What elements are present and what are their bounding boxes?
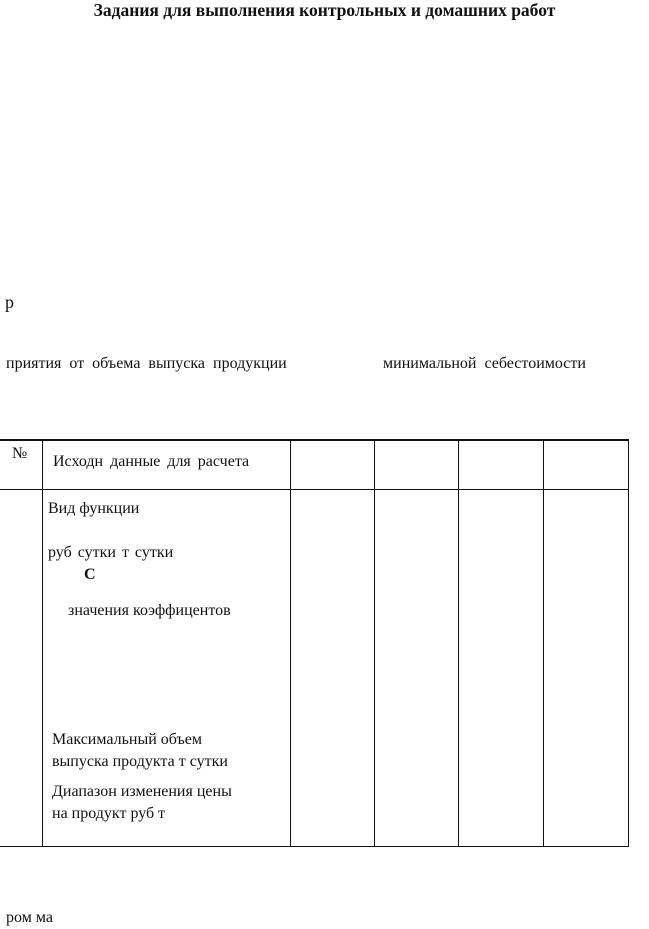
table-column-divider <box>42 439 43 847</box>
table-bottom-border <box>0 846 629 847</box>
initial-data-table <box>0 439 629 847</box>
text-fragment-p: р <box>5 292 14 312</box>
row-function-type: Вид функции <box>48 500 140 517</box>
sentence-left: приятия от объема выпуска продукции <box>6 355 287 372</box>
footer-fragment: ром ма <box>6 909 53 926</box>
row-max-volume-line2: выпуска продукта т сутки <box>52 753 228 770</box>
table-column-divider <box>628 439 629 847</box>
row-units: руб сутки т сутки <box>48 544 174 561</box>
row-price-range-line2: на продукт руб т <box>52 805 166 822</box>
row-price-range-line1: Диапазон изменения цены <box>52 783 232 800</box>
row-max-volume-line1: Максимальный объем <box>52 731 203 748</box>
row-coefficients: значения коэффицентов <box>68 602 231 619</box>
table-header-divider <box>0 489 629 490</box>
sentence-right: минимальной себестоимости <box>383 355 586 372</box>
header-initial-data: Исходн данные для расчета <box>53 453 250 470</box>
table-column-divider <box>290 439 291 847</box>
page-title: Задания для выполнения контрольных и домашних работ <box>93 0 556 20</box>
table-column-divider <box>374 439 375 847</box>
table-top-border <box>0 439 629 441</box>
table-column-divider <box>543 439 544 847</box>
table-column-divider <box>458 439 459 847</box>
header-number: № <box>12 445 28 462</box>
row-symbol-c: С <box>84 566 96 583</box>
